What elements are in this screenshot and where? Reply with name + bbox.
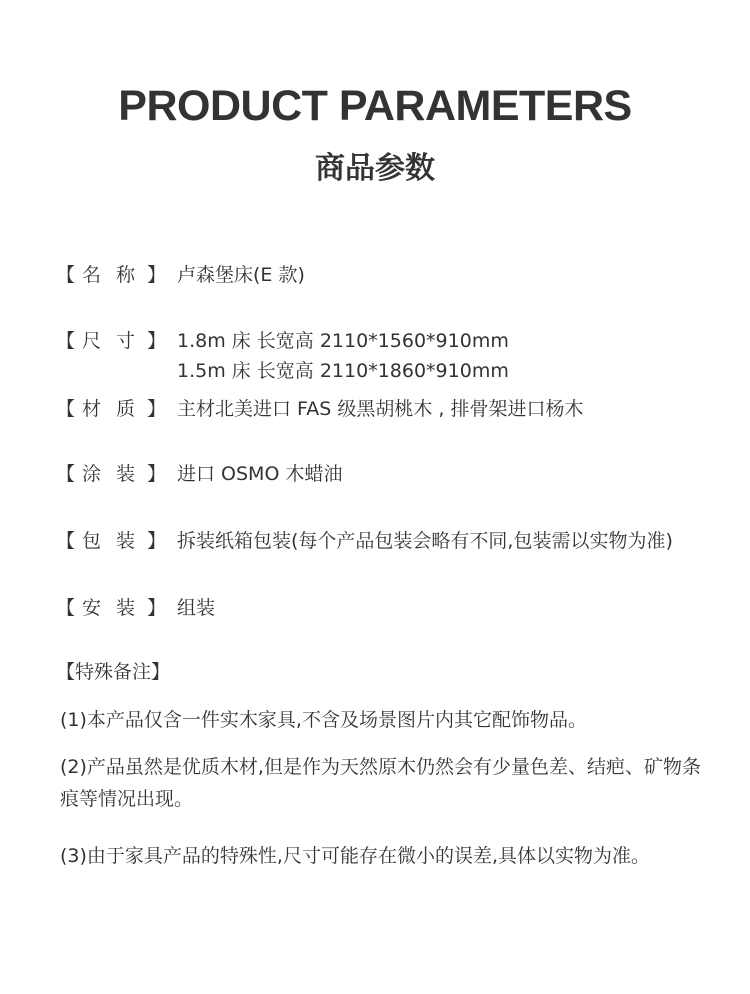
- label-char: 称: [116, 264, 136, 286]
- bracket-close: 】: [147, 530, 167, 552]
- param-label: [56, 326, 166, 356]
- label-char: 质: [116, 398, 136, 420]
- param-value-line: 组装: [177, 597, 216, 619]
- label-char: 寸: [116, 330, 136, 352]
- label-char: 装: [116, 530, 136, 552]
- param-label: [56, 394, 166, 424]
- notes-heading: 【特殊备注】: [56, 661, 171, 683]
- param-value: [177, 326, 509, 386]
- param-label: [56, 526, 166, 556]
- page-title-en: PRODUCT PARAMETERS: [118, 82, 632, 130]
- label-char: 安: [82, 597, 102, 619]
- param-label: [56, 260, 166, 290]
- bracket-close: 】: [147, 330, 167, 352]
- param-value: [177, 593, 215, 623]
- label-char: 包: [82, 530, 102, 552]
- label-char: 涂: [82, 463, 102, 485]
- param-label: [56, 593, 166, 623]
- bracket-open: 【: [56, 330, 76, 352]
- param-value-line: 卢森堡床(E 款): [177, 264, 305, 286]
- label-char: 材: [82, 398, 102, 420]
- label-char: 名: [82, 264, 102, 286]
- label-char: 装: [116, 463, 136, 485]
- bracket-open: 【: [56, 398, 76, 420]
- bracket-open: 【: [56, 264, 76, 286]
- label-char: 尺: [82, 330, 102, 352]
- param-value-line: 1.5m 床 长宽高 2110*1860*910mm: [177, 360, 509, 382]
- param-value: [177, 260, 305, 290]
- param-value-line: 主材北美进口 FAS 级黑胡桃木 , 排骨架进口杨木: [177, 398, 584, 420]
- bracket-close: 】: [147, 264, 167, 286]
- param-value: [177, 394, 583, 424]
- param-value-line: 进口 OSMO 木蜡油: [177, 463, 343, 485]
- note-item: (1)本产品仅含一件实木家具,不含及场景图片内其它配饰物品。: [60, 709, 587, 731]
- param-value-line: 1.8m 床 长宽高 2110*1560*910mm: [177, 330, 509, 352]
- label-char: 装: [116, 597, 136, 619]
- param-value: [177, 459, 342, 489]
- param-value: [177, 526, 673, 556]
- page-title-zh: 商品参数: [315, 151, 435, 186]
- bracket-open: 【: [56, 530, 76, 552]
- bracket-open: 【: [56, 597, 76, 619]
- note-item: (3)由于家具产品的特殊性,尺寸可能存在微小的误差,具体以实物为准。: [60, 845, 650, 867]
- bracket-close: 】: [147, 597, 167, 619]
- note-item: (2)产品虽然是优质木材,但是作为天然原木仍然会有少量色差、结疤、矿物条痕等情况出现。: [60, 756, 701, 810]
- bracket-close: 】: [147, 463, 167, 485]
- bracket-close: 】: [147, 398, 167, 420]
- param-value-line: 拆装纸箱包装(每个产品包装会略有不同,包装需以实物为准): [177, 530, 673, 552]
- bracket-open: 【: [56, 463, 76, 485]
- param-label: [56, 459, 166, 489]
